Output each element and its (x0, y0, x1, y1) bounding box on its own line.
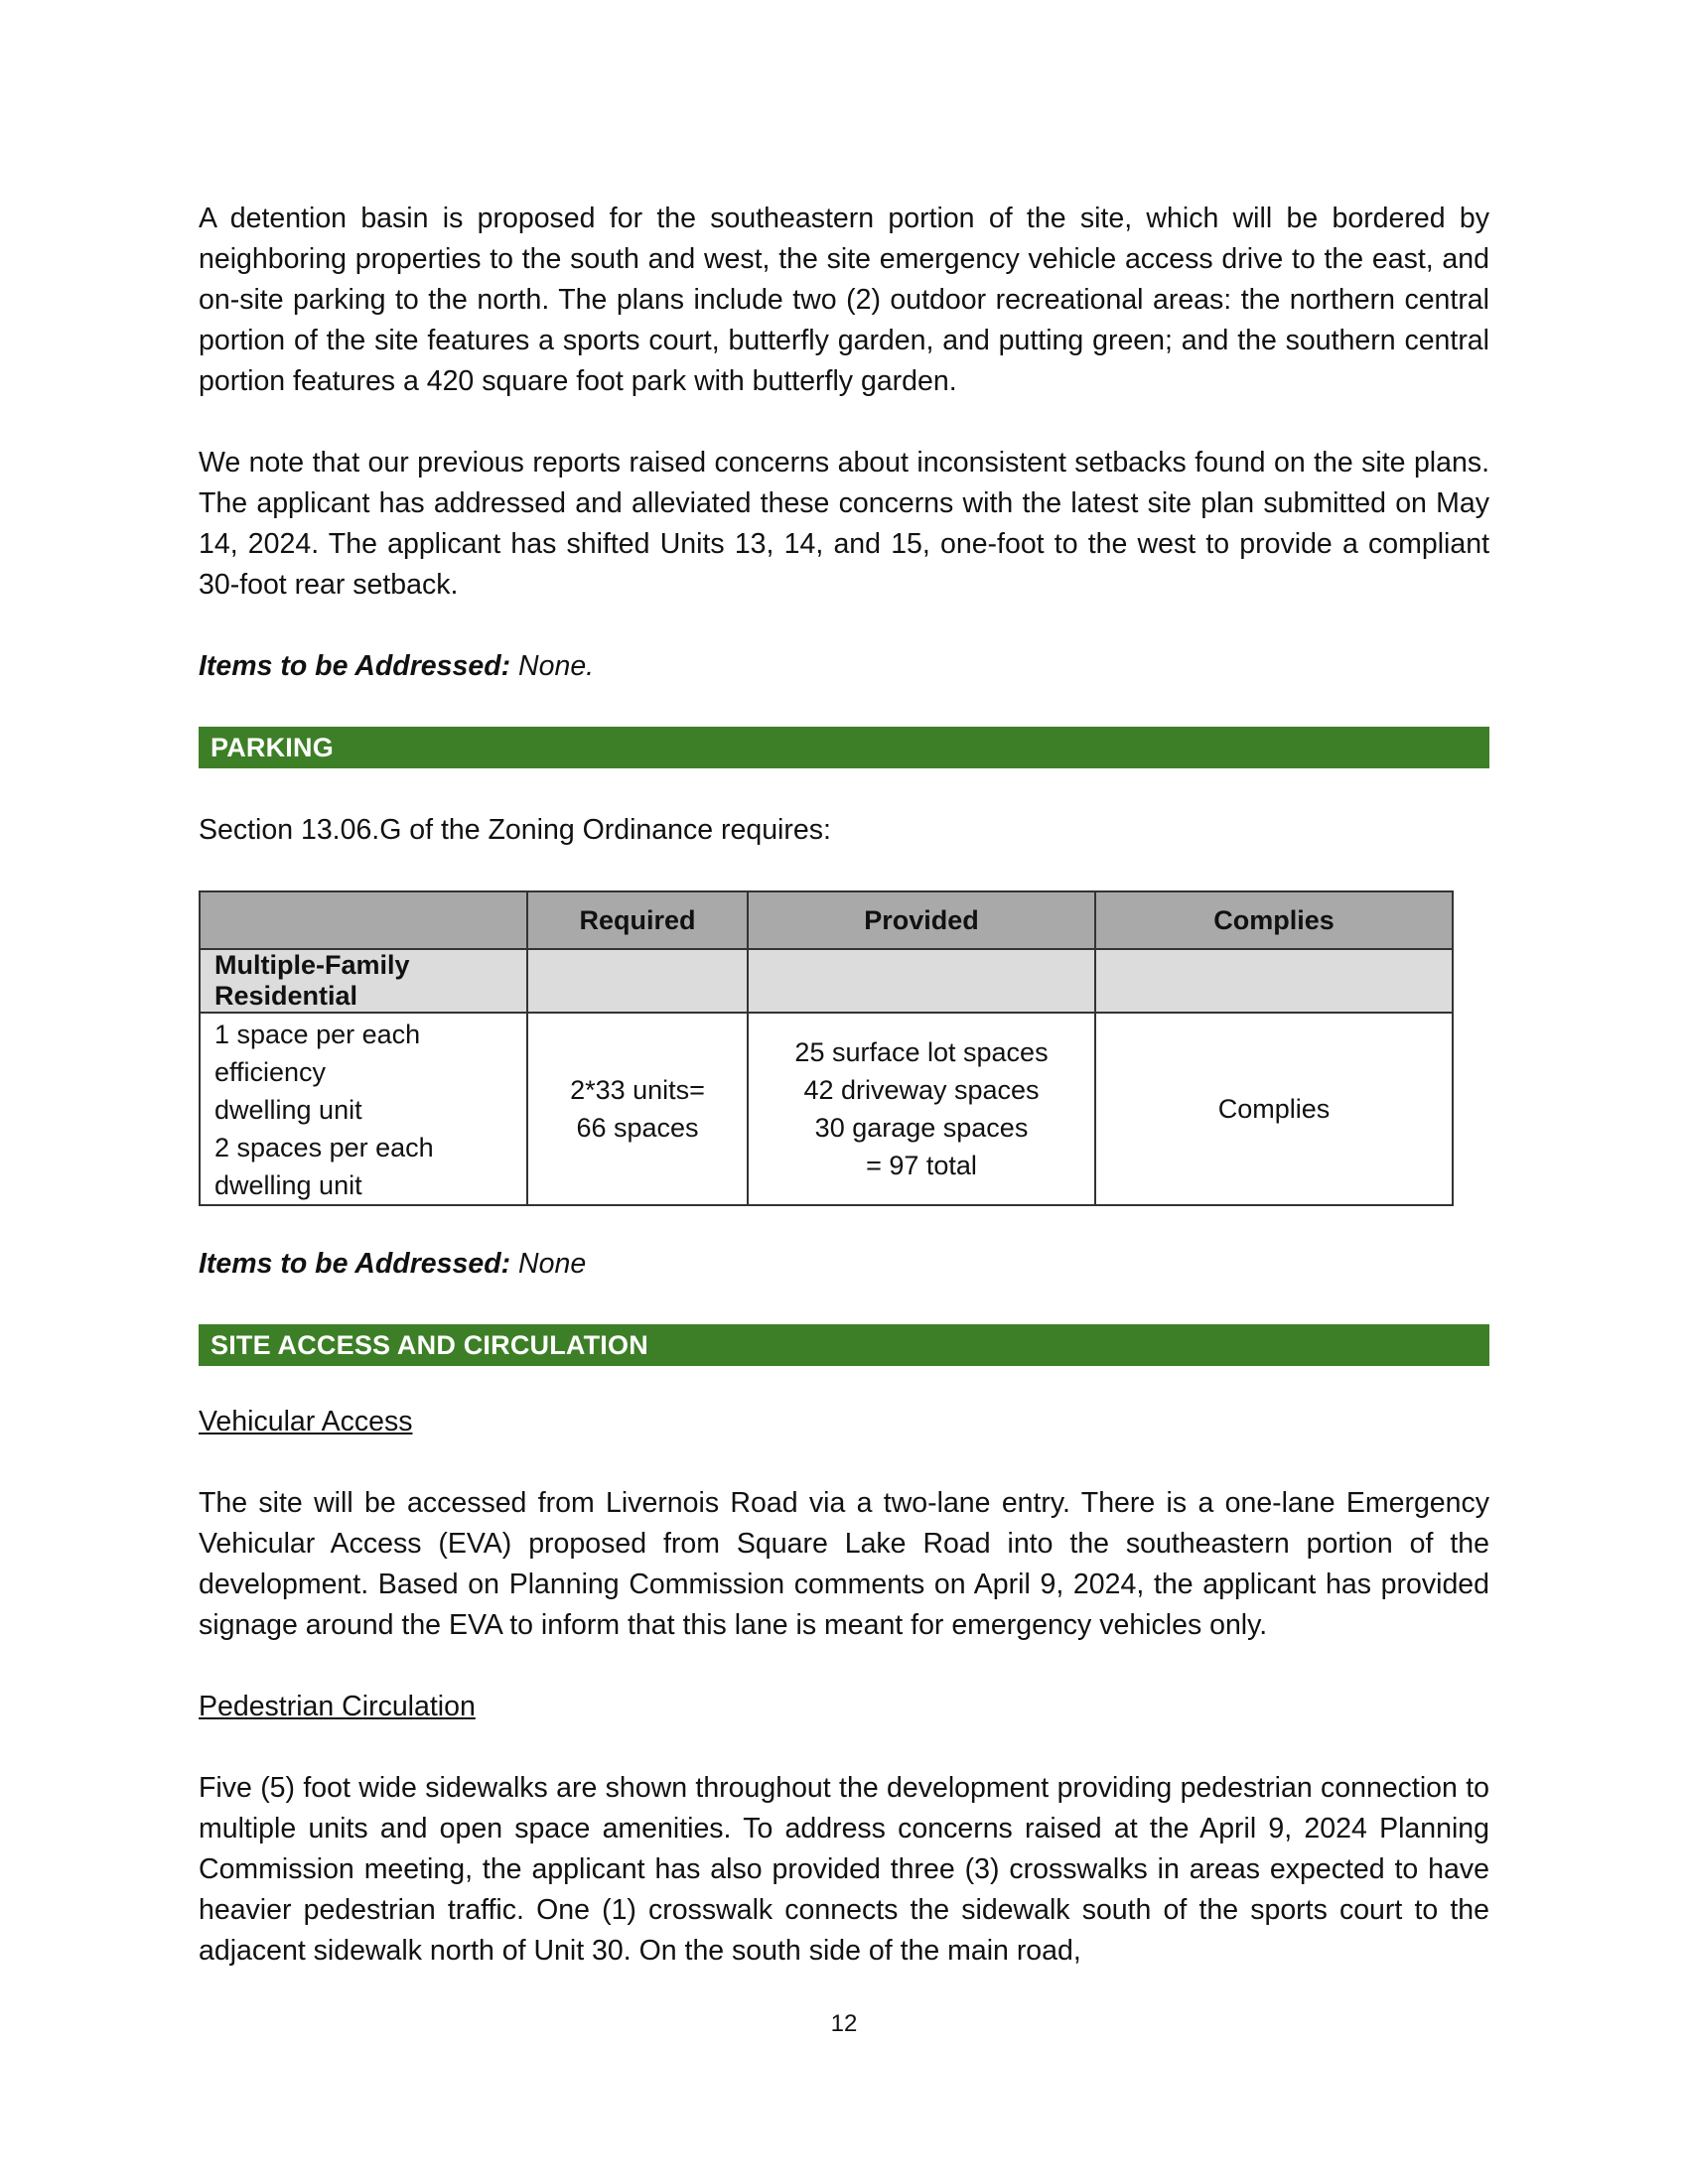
requirement-line: dwelling unit (214, 1095, 362, 1125)
parking-table (199, 890, 1454, 1206)
category-label: Multiple-Family Residential (200, 949, 527, 1013)
subheading-vehicular-access: Vehicular Access (199, 1406, 413, 1437)
paragraph-detention-basin: A detention basin is proposed for the southeastern portion of the site, which will be bordered by neighboring properties to the south and west, the site emergency vehicle access drive to the east, and on-site parking to the north. The plans include two (2) outdoor recreational areas: the northern central portion of the site features a sports court, butterfly garden, and putting green; and the southern central portion features a 420 square foot park with butterfly garden. (199, 203, 1489, 397)
provided-line: 25 surface lot spaces (794, 1037, 1049, 1067)
provided-line: 30 garage spaces (814, 1113, 1029, 1143)
category-empty-cell (1095, 949, 1453, 1013)
table-row (200, 1013, 1453, 1205)
items-to-be-addressed-2 (199, 1244, 1489, 1285)
required-cell (527, 1013, 748, 1205)
category-empty-cell (748, 949, 1095, 1013)
document-page (199, 199, 1489, 1972)
table-header-blank (200, 891, 527, 949)
paragraph-pedestrian-circulation: Five (5) foot wide sidewalks are shown throughout the development providing pedestrian connection to multiple units and open space amenities. To address concerns raised at the April 9, 2024 Planning Commission meeting, the applicant has also provided three (3) crosswalks in areas expected to have heavier pedestrian traffic. One (1) crosswalk connects the sidewalk south of the sports court to the adjacent sidewalk north of Unit 30. On the south side of the main road, (199, 1772, 1489, 1967)
items-to-be-addressed-1 (199, 646, 1489, 687)
page-number: 12 (830, 2010, 858, 2037)
required-line: 66 spaces (576, 1113, 699, 1143)
table-header-provided: Provided (748, 891, 1095, 949)
table-category-row (200, 949, 1453, 1013)
provided-line: = 97 total (866, 1151, 977, 1180)
section-heading-parking: PARKING (199, 727, 1489, 768)
provided-cell (748, 1013, 1095, 1205)
section-heading-site-access: SITE ACCESS AND CIRCULATION (199, 1324, 1489, 1366)
requirement-cell (200, 1013, 527, 1205)
requirement-line: 2 spaces per each dwelling unit (214, 1133, 434, 1200)
table-header-complies: Complies (1095, 891, 1453, 949)
items-label: Items to be Addressed: (199, 1248, 511, 1280)
required-line: 2*33 units= (570, 1075, 705, 1105)
paragraph-vehicular-access: The site will be accessed from Livernois Road via a two-lane entry. There is a one-lane Emergency Vehicular Access (EVA) proposed from Square Lake Road into the southeastern portion of the development. Based on Planning Commission comments on April 9, 2024, the applicant has provided signage around the EVA to inform that this lane is meant for emergency vehicles only. (199, 1487, 1489, 1641)
items-value: None. (518, 650, 595, 682)
parking-intro: Section 13.06.G of the Zoning Ordinance requires: (199, 814, 831, 846)
requirement-line: 1 space per each efficiency (214, 1020, 421, 1087)
paragraph-setbacks: We note that our previous reports raised concerns about inconsistent setbacks found on the site plans. The applicant has addressed and alleviated these concerns with the latest site plan submitted on May 14, 2024. The applicant has shifted Units 13, 14, and 15, one-foot to the west to provide a compliant 30-foot rear setback. (199, 447, 1489, 601)
category-empty-cell (527, 949, 748, 1013)
table-header-row (200, 891, 1453, 949)
provided-line: 42 driveway spaces (803, 1075, 1040, 1105)
items-value: None (518, 1248, 587, 1280)
complies-cell: Complies (1095, 1013, 1453, 1205)
subheading-pedestrian-circulation: Pedestrian Circulation (199, 1691, 476, 1722)
items-label: Items to be Addressed: (199, 650, 511, 682)
table-header-required: Required (527, 891, 748, 949)
